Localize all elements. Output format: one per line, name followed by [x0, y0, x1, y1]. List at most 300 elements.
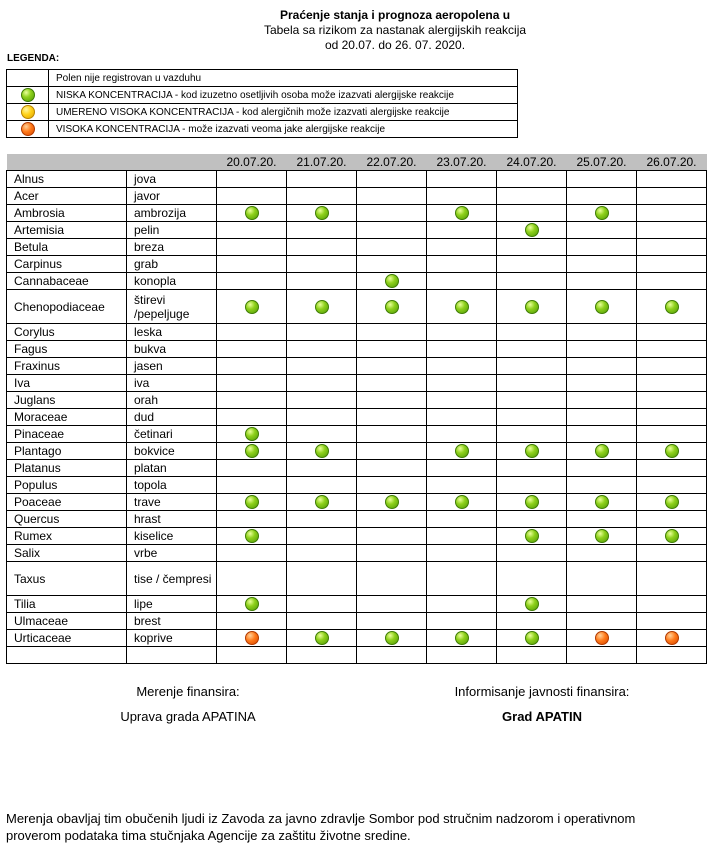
level-cell	[357, 290, 427, 324]
level-cell	[427, 562, 497, 596]
level-cell	[357, 188, 427, 205]
level-cell	[497, 256, 567, 273]
local-name-cell: orah	[127, 392, 217, 409]
level-cell	[217, 613, 287, 630]
level-cell	[357, 545, 427, 562]
level-cell	[637, 647, 707, 664]
level-cell	[287, 477, 357, 494]
low-concentration-dot-icon	[525, 631, 539, 645]
legend-swatch	[7, 121, 49, 138]
level-cell	[637, 409, 707, 426]
local-name-cell: trave	[127, 494, 217, 511]
level-cell	[287, 613, 357, 630]
legend-row	[7, 70, 518, 87]
level-cell	[287, 647, 357, 664]
local-name-cell: topola	[127, 477, 217, 494]
level-cell	[217, 630, 287, 647]
footer-note: Merenja obavljaj tim obučenih ljudi iz Zavoda za javno zdravlje Sombor pod stručnim nadzorom i operativnom proverom podataka tima stučnjaka Agencije za zaštitu životne sredine.	[6, 811, 636, 843]
level-cell	[217, 205, 287, 222]
high-concentration-dot-icon	[21, 122, 35, 136]
level-cell	[217, 188, 287, 205]
latin-name-cell: Juglans	[7, 392, 127, 409]
latin-name-cell: Tilia	[7, 596, 127, 613]
level-cell	[357, 273, 427, 290]
low-concentration-dot-icon	[595, 529, 609, 543]
table-row	[7, 528, 707, 545]
level-cell	[357, 358, 427, 375]
date-header: 25.07.20.	[567, 154, 637, 171]
level-cell	[427, 341, 497, 358]
low-concentration-dot-icon	[455, 444, 469, 458]
date-header: 26.07.20.	[637, 154, 707, 171]
legend-swatch	[7, 70, 49, 87]
legend-swatch	[7, 87, 49, 104]
low-concentration-dot-icon	[245, 597, 259, 611]
level-cell	[357, 324, 427, 341]
level-cell	[567, 171, 637, 188]
report-header	[80, 8, 710, 53]
funding-right-label: Informisanje javnosti finansira:	[454, 684, 630, 699]
level-cell	[357, 613, 427, 630]
level-cell	[287, 188, 357, 205]
level-cell	[427, 171, 497, 188]
level-cell	[497, 426, 567, 443]
level-cell	[637, 545, 707, 562]
level-cell	[567, 562, 637, 596]
level-cell	[497, 494, 567, 511]
latin-name-cell: Corylus	[7, 324, 127, 341]
level-cell	[497, 273, 567, 290]
level-cell	[497, 239, 567, 256]
level-cell	[217, 409, 287, 426]
level-cell	[497, 596, 567, 613]
level-cell	[637, 205, 707, 222]
table-row	[7, 341, 707, 358]
latin-name-cell: Plantago	[7, 443, 127, 460]
latin-name-cell: Urticaceae	[7, 630, 127, 647]
latin-name-cell: Fagus	[7, 341, 127, 358]
low-concentration-dot-icon	[315, 631, 329, 645]
level-cell	[427, 443, 497, 460]
level-cell	[357, 256, 427, 273]
level-cell	[287, 494, 357, 511]
low-concentration-dot-icon	[525, 300, 539, 314]
level-cell	[567, 205, 637, 222]
level-cell	[637, 239, 707, 256]
date-header: 21.07.20.	[287, 154, 357, 171]
low-concentration-dot-icon	[525, 495, 539, 509]
latin-name-cell: Acer	[7, 188, 127, 205]
level-cell	[287, 239, 357, 256]
level-cell	[427, 511, 497, 528]
report-subtitle: Tabela sa rizikom za nastanak alergijskih reakcija	[263, 23, 527, 37]
level-cell	[567, 256, 637, 273]
level-cell	[427, 426, 497, 443]
local-name-cell: leska	[127, 324, 217, 341]
local-name-cell: hrast	[127, 511, 217, 528]
local-name-cell: grab	[127, 256, 217, 273]
level-cell	[637, 256, 707, 273]
level-cell	[567, 511, 637, 528]
level-cell	[637, 222, 707, 239]
level-cell	[637, 392, 707, 409]
legend-text: NISKA KONCENTRACIJA - kod izuzetno osetljivih osoba može izazvati alergijske reakcije	[49, 87, 518, 104]
level-cell	[217, 647, 287, 664]
low-concentration-dot-icon	[455, 631, 469, 645]
level-cell	[567, 528, 637, 545]
level-cell	[427, 290, 497, 324]
level-cell	[427, 409, 497, 426]
low-concentration-dot-icon	[385, 300, 399, 314]
date-header: 24.07.20.	[497, 154, 567, 171]
level-cell	[567, 426, 637, 443]
level-cell	[567, 188, 637, 205]
legend-text: UMERENO VISOKA KONCENTRACIJA - kod alergičnih može izazvati alergijske reakcije	[49, 104, 518, 121]
level-cell	[427, 494, 497, 511]
legend-row	[7, 121, 518, 138]
level-cell	[567, 596, 637, 613]
level-cell	[357, 477, 427, 494]
low-concentration-dot-icon	[455, 206, 469, 220]
level-cell	[287, 596, 357, 613]
level-cell	[287, 273, 357, 290]
level-cell	[567, 358, 637, 375]
latin-name-cell: Iva	[7, 375, 127, 392]
level-cell	[567, 239, 637, 256]
table-row	[7, 222, 707, 239]
level-cell	[427, 630, 497, 647]
level-cell	[567, 273, 637, 290]
level-cell	[427, 613, 497, 630]
table-row	[7, 562, 707, 596]
latin-name-cell: Alnus	[7, 171, 127, 188]
level-cell	[637, 426, 707, 443]
latin-name-cell: Platanus	[7, 460, 127, 477]
level-cell	[357, 375, 427, 392]
level-cell	[217, 222, 287, 239]
level-cell	[637, 460, 707, 477]
level-cell	[497, 341, 567, 358]
latin-name-cell: Taxus	[7, 562, 127, 596]
table-row	[7, 494, 707, 511]
level-cell	[287, 409, 357, 426]
mod-concentration-dot-icon	[21, 105, 35, 119]
funding-left-value: Uprava grada APATINA	[120, 709, 256, 724]
level-cell	[217, 545, 287, 562]
level-cell	[217, 358, 287, 375]
level-cell	[637, 324, 707, 341]
latin-name-cell: Ulmaceae	[7, 613, 127, 630]
level-cell	[637, 562, 707, 596]
table-row	[7, 613, 707, 630]
level-cell	[217, 290, 287, 324]
table-row	[7, 256, 707, 273]
level-cell	[567, 647, 637, 664]
level-cell	[287, 426, 357, 443]
table-row	[7, 630, 707, 647]
low-concentration-dot-icon	[245, 495, 259, 509]
level-cell	[357, 392, 427, 409]
table-row	[7, 460, 707, 477]
legend-text: VISOKA KONCENTRACIJA - može izazvati veoma jake alergijske reakcije	[49, 121, 518, 138]
level-cell	[357, 205, 427, 222]
latin-name-cell: Carpinus	[7, 256, 127, 273]
level-cell	[497, 477, 567, 494]
level-cell	[357, 409, 427, 426]
level-cell	[217, 273, 287, 290]
table-row	[7, 358, 707, 375]
level-cell	[427, 392, 497, 409]
table-row	[7, 477, 707, 494]
local-name-cell: bokvice	[127, 443, 217, 460]
level-cell	[427, 528, 497, 545]
low-concentration-dot-icon	[525, 597, 539, 611]
low-concentration-dot-icon	[595, 495, 609, 509]
level-cell	[357, 562, 427, 596]
level-cell	[567, 222, 637, 239]
level-cell	[357, 171, 427, 188]
level-cell	[427, 239, 497, 256]
level-cell	[427, 596, 497, 613]
level-cell	[497, 630, 567, 647]
level-cell	[287, 358, 357, 375]
level-cell	[287, 171, 357, 188]
level-cell	[567, 545, 637, 562]
level-cell	[357, 222, 427, 239]
level-cell	[567, 341, 637, 358]
level-cell	[427, 545, 497, 562]
level-cell	[637, 358, 707, 375]
local-name-cell: kiselice	[127, 528, 217, 545]
level-cell	[287, 392, 357, 409]
level-cell	[637, 290, 707, 324]
low-concentration-dot-icon	[595, 444, 609, 458]
funding-right-value: Grad APATIN	[502, 709, 582, 724]
level-cell	[357, 596, 427, 613]
local-name-cell: ambrozija	[127, 205, 217, 222]
report-period: od 20.07. do 26. 07. 2020.	[324, 38, 466, 52]
level-cell	[217, 511, 287, 528]
legend-row	[7, 87, 518, 104]
level-cell	[497, 528, 567, 545]
level-cell	[567, 290, 637, 324]
level-cell	[287, 222, 357, 239]
level-cell	[497, 511, 567, 528]
local-name-cell: jasen	[127, 358, 217, 375]
level-cell	[497, 171, 567, 188]
level-cell	[497, 409, 567, 426]
low-concentration-dot-icon	[245, 529, 259, 543]
level-cell	[497, 460, 567, 477]
level-cell	[287, 324, 357, 341]
low-concentration-dot-icon	[455, 300, 469, 314]
level-cell	[287, 511, 357, 528]
local-name-cell: platan	[127, 460, 217, 477]
table-row	[7, 426, 707, 443]
level-cell	[357, 630, 427, 647]
level-cell	[637, 273, 707, 290]
level-cell	[357, 647, 427, 664]
report-title: Praćenje stanja i prognoza aeropolena u	[279, 8, 511, 22]
level-cell	[217, 239, 287, 256]
table-row	[7, 545, 707, 562]
level-cell	[567, 477, 637, 494]
level-cell	[567, 613, 637, 630]
level-cell	[287, 562, 357, 596]
level-cell	[497, 290, 567, 324]
level-cell	[567, 630, 637, 647]
legend-swatch	[7, 104, 49, 121]
funding-left-label: Merenje finansira:	[136, 684, 240, 699]
local-name-cell: iva	[127, 375, 217, 392]
low-concentration-dot-icon	[21, 88, 35, 102]
level-cell	[497, 358, 567, 375]
low-concentration-dot-icon	[315, 444, 329, 458]
level-cell	[567, 443, 637, 460]
local-name-cell: vrbe	[127, 545, 217, 562]
low-concentration-dot-icon	[595, 206, 609, 220]
local-name-cell: lipe	[127, 596, 217, 613]
level-cell	[357, 528, 427, 545]
date-header: 20.07.20.	[217, 154, 287, 171]
latin-name-cell: Ambrosia	[7, 205, 127, 222]
low-concentration-dot-icon	[385, 631, 399, 645]
low-concentration-dot-icon	[525, 223, 539, 237]
level-cell	[497, 324, 567, 341]
table-row	[7, 443, 707, 460]
level-cell	[427, 222, 497, 239]
level-cell	[637, 188, 707, 205]
table-row	[7, 205, 707, 222]
date-header-row	[7, 154, 707, 171]
level-cell	[637, 477, 707, 494]
level-cell	[217, 324, 287, 341]
level-cell	[497, 443, 567, 460]
table-row	[7, 239, 707, 256]
level-cell	[287, 341, 357, 358]
level-cell	[357, 460, 427, 477]
latin-name-cell: Populus	[7, 477, 127, 494]
level-cell	[217, 426, 287, 443]
level-cell	[217, 477, 287, 494]
level-cell	[217, 562, 287, 596]
low-concentration-dot-icon	[245, 427, 259, 441]
table-row	[7, 511, 707, 528]
local-name-cell: javor	[127, 188, 217, 205]
level-cell	[217, 375, 287, 392]
level-cell	[637, 613, 707, 630]
level-cell	[287, 290, 357, 324]
latin-name-cell: Fraxinus	[7, 358, 127, 375]
table-row	[7, 273, 707, 290]
local-name-cell: konopla	[127, 273, 217, 290]
legend-title: LEGENDA:	[7, 53, 60, 64]
level-cell	[357, 494, 427, 511]
low-concentration-dot-icon	[385, 274, 399, 288]
level-cell	[217, 171, 287, 188]
low-concentration-dot-icon	[315, 300, 329, 314]
low-concentration-dot-icon	[315, 495, 329, 509]
low-concentration-dot-icon	[665, 495, 679, 509]
date-header: 23.07.20.	[427, 154, 497, 171]
level-cell	[427, 273, 497, 290]
level-cell	[567, 409, 637, 426]
level-cell	[217, 341, 287, 358]
latin-name-cell: Rumex	[7, 528, 127, 545]
legend-row	[7, 104, 518, 121]
table-row	[7, 392, 707, 409]
level-cell	[567, 324, 637, 341]
level-cell	[217, 392, 287, 409]
level-cell	[567, 494, 637, 511]
latin-name-cell: Quercus	[7, 511, 127, 528]
table-row	[7, 596, 707, 613]
level-cell	[637, 375, 707, 392]
pollen-table	[6, 154, 707, 664]
local-name-cell: dud	[127, 409, 217, 426]
latin-name-cell: Salix	[7, 545, 127, 562]
low-concentration-dot-icon	[525, 529, 539, 543]
low-concentration-dot-icon	[455, 495, 469, 509]
local-name-cell: četinari	[127, 426, 217, 443]
level-cell	[567, 392, 637, 409]
level-cell	[497, 613, 567, 630]
level-cell	[427, 205, 497, 222]
low-concentration-dot-icon	[595, 300, 609, 314]
level-cell	[497, 392, 567, 409]
low-concentration-dot-icon	[245, 444, 259, 458]
local-name-cell: breza	[127, 239, 217, 256]
level-cell	[217, 256, 287, 273]
latin-name-cell: Pinaceae	[7, 426, 127, 443]
level-cell	[287, 443, 357, 460]
level-cell	[427, 256, 497, 273]
level-cell	[497, 188, 567, 205]
level-cell	[287, 528, 357, 545]
low-concentration-dot-icon	[665, 300, 679, 314]
level-cell	[427, 358, 497, 375]
high-concentration-dot-icon	[245, 631, 259, 645]
level-cell	[427, 375, 497, 392]
level-cell	[637, 630, 707, 647]
local-name-cell: koprive	[127, 630, 217, 647]
level-cell	[567, 460, 637, 477]
level-cell	[287, 460, 357, 477]
table-row	[7, 290, 707, 324]
header-blank	[7, 154, 217, 171]
latin-name-cell: Betula	[7, 239, 127, 256]
latin-name-cell: Cannabaceae	[7, 273, 127, 290]
level-cell	[497, 647, 567, 664]
local-name-cell: bukva	[127, 341, 217, 358]
table-row	[7, 188, 707, 205]
latin-name-cell: Moraceae	[7, 409, 127, 426]
latin-name-cell: Chenopodiaceae	[7, 290, 127, 324]
table-row	[7, 171, 707, 188]
latin-name-cell: Poaceae	[7, 494, 127, 511]
level-cell	[637, 494, 707, 511]
table-row	[7, 647, 707, 664]
level-cell	[427, 477, 497, 494]
local-name-cell: pelin	[127, 222, 217, 239]
date-header: 22.07.20.	[357, 154, 427, 171]
high-concentration-dot-icon	[595, 631, 609, 645]
level-cell	[357, 341, 427, 358]
level-cell	[217, 494, 287, 511]
latin-name-cell	[7, 647, 127, 664]
high-concentration-dot-icon	[665, 631, 679, 645]
level-cell	[287, 630, 357, 647]
